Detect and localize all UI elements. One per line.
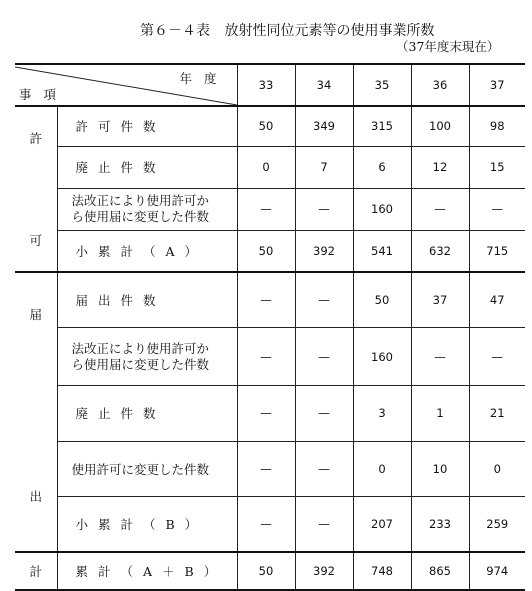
cell-value: 160 xyxy=(353,188,411,230)
row-label: 累計（A＋B） xyxy=(57,552,237,590)
category-label xyxy=(15,107,57,271)
row-label: 届出件数 xyxy=(57,272,237,327)
cell-value: 974 xyxy=(486,564,509,578)
cell-value: — xyxy=(295,386,353,441)
cell-value: — xyxy=(295,327,353,385)
row-label-line: ら使用届に変更した件数 xyxy=(71,356,210,372)
table-row xyxy=(15,188,525,230)
cell-value: — xyxy=(295,188,353,230)
year-heading: 年度 xyxy=(179,71,229,86)
row-label xyxy=(57,188,237,230)
cell-value: 233 xyxy=(411,497,469,552)
category-char: 許 xyxy=(29,131,42,146)
table-number: 第６－４表 xyxy=(140,23,210,39)
table-row xyxy=(15,327,525,385)
cell-value: — xyxy=(237,327,295,385)
cell-value: 50 xyxy=(237,230,295,272)
cell-value: 541 xyxy=(353,230,411,272)
row-label: 使用許可に変更した件数 xyxy=(57,441,237,496)
row-label: 廃止件数 xyxy=(57,386,237,441)
year-header: 34 xyxy=(295,64,353,106)
cell-value: — xyxy=(411,188,469,230)
category-total: 計 xyxy=(15,552,57,590)
row-label: 小累計（B） xyxy=(57,497,237,552)
category-kyoka xyxy=(15,106,57,272)
table-row xyxy=(15,441,525,496)
row-label-line: 法改正により使用許可か xyxy=(71,340,210,356)
cell-value: 748 xyxy=(353,552,411,590)
cell-value: — xyxy=(295,441,353,496)
row-label xyxy=(57,327,237,385)
cell-value: 160 xyxy=(353,327,411,385)
header-row xyxy=(15,64,525,106)
row-label: 許可件数 xyxy=(57,106,237,146)
cell-value: 21 xyxy=(469,386,525,441)
cell-value: — xyxy=(411,327,469,385)
cell-value: 100 xyxy=(411,106,469,146)
cell-value: — xyxy=(295,272,353,327)
year-header: 36 xyxy=(411,64,469,106)
cell-value: 865 xyxy=(411,552,469,590)
year-header: 35 xyxy=(353,64,411,106)
cell-value: 0 xyxy=(469,441,525,496)
table-row xyxy=(15,146,525,188)
table-row xyxy=(15,272,525,327)
year-header: 33 xyxy=(237,64,295,106)
category-char: 出 xyxy=(29,489,42,504)
cell-value: 259 xyxy=(469,497,525,552)
category-char: 届 xyxy=(29,307,42,322)
cell-value: 37 xyxy=(411,272,469,327)
cell-value: 12 xyxy=(411,146,469,188)
cell-value: 0 xyxy=(353,441,411,496)
row-label-line: 法改正により使用許可か xyxy=(71,193,210,208)
subtotal-row xyxy=(15,497,525,552)
cell-value: 715 xyxy=(469,230,525,272)
cell-value: 1 xyxy=(411,386,469,441)
cell-value: — xyxy=(237,272,295,327)
row-label-line: ら使用届に変更した件数 xyxy=(71,209,210,224)
category-todokede xyxy=(15,272,57,552)
subtotal-row xyxy=(15,230,525,272)
row-label: 廃止件数 xyxy=(57,146,237,188)
cell-value: 50 xyxy=(237,106,295,146)
category-char: 可 xyxy=(29,233,42,248)
row-label: 小累計（A） xyxy=(57,230,237,272)
category-label xyxy=(15,273,57,551)
cell-value: 50 xyxy=(353,272,411,327)
cell-value: 315 xyxy=(353,106,411,146)
cell-value: — xyxy=(469,327,525,385)
cell-value: — xyxy=(469,188,525,230)
table-row xyxy=(15,106,525,146)
statistics-table xyxy=(15,63,525,591)
table-date-note: （37年度末現在） xyxy=(396,39,500,54)
cell-value: 50 xyxy=(237,552,295,590)
cell-value: — xyxy=(237,497,295,552)
cell-value: 7 xyxy=(295,146,353,188)
cell-value: 349 xyxy=(295,106,353,146)
cell-value: 98 xyxy=(469,106,525,146)
item-heading: 事項 xyxy=(19,87,69,102)
total-row xyxy=(15,552,525,590)
cell-value: — xyxy=(237,386,295,441)
cell-value: — xyxy=(295,497,353,552)
table-title-text: 放射性同位元素等の使用事業所数 xyxy=(224,23,435,39)
cell-value: 392 xyxy=(295,552,353,590)
cell-value: — xyxy=(237,188,295,230)
cell-value: 3 xyxy=(353,386,411,441)
cell-value: 0 xyxy=(237,146,295,188)
table-row xyxy=(15,386,525,441)
cell-value: 392 xyxy=(295,230,353,272)
cell-value: 47 xyxy=(469,272,525,327)
corner-header xyxy=(15,64,237,106)
cell-value: 15 xyxy=(469,146,525,188)
cell-value: 10 xyxy=(411,441,469,496)
table-title xyxy=(140,20,434,40)
cell-value: 632 xyxy=(411,230,469,272)
cell-value: 207 xyxy=(353,497,411,552)
year-header: 37 xyxy=(469,64,525,106)
cell-value: 6 xyxy=(353,146,411,188)
cell-value: — xyxy=(237,441,295,496)
